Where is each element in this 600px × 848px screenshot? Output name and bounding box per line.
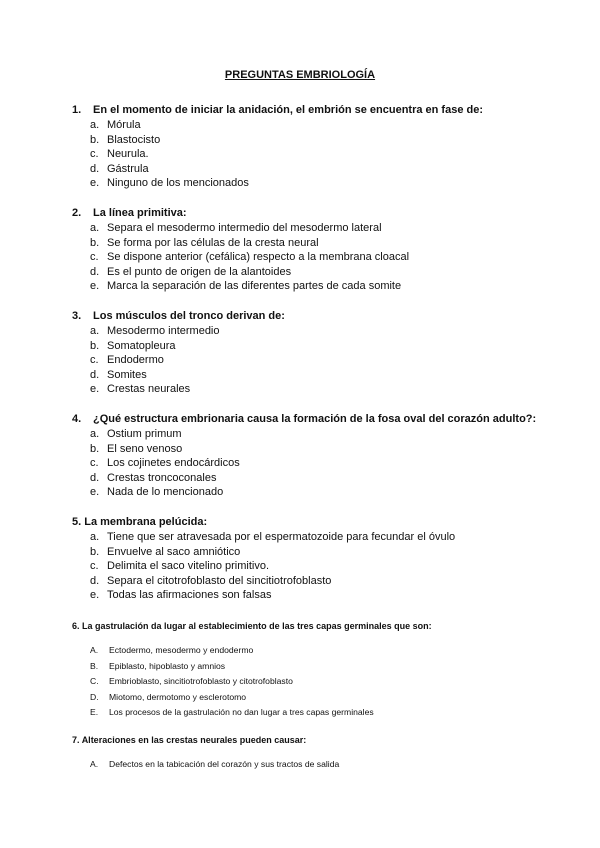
option-text: Es el punto de origen de la alantoides (107, 265, 292, 278)
option-list (72, 221, 572, 294)
option-item (72, 574, 572, 589)
question-6 (72, 619, 572, 721)
option-letter: d. (90, 574, 100, 587)
option-text: Embrioblasto, sincitiotrofoblasto y citotrofoblasto (109, 676, 293, 687)
option-item (72, 353, 572, 368)
option-text: Miotomo, dermotomo y esclerotomo (109, 691, 247, 702)
option-letter: B. (90, 660, 99, 671)
option-item (72, 757, 572, 773)
option-letter: b. (90, 236, 100, 249)
question-number: 1. (72, 104, 82, 116)
option-item (72, 427, 572, 442)
option-text: Neurula. (107, 148, 149, 161)
question-heading (72, 515, 572, 529)
question-text: En el momento de iniciar la anidación, el embrión se encuentra en fase de: (93, 104, 484, 116)
option-text: Marca la separación de las diferentes partes de cada somite (107, 280, 402, 293)
question-text: La línea primitiva: (93, 207, 187, 219)
question-heading (72, 309, 572, 323)
option-list (72, 427, 572, 500)
option-letter: b. (90, 545, 100, 558)
option-letter: e. (90, 486, 100, 499)
option-text: Gástrula (107, 162, 149, 175)
option-text: Somites (107, 368, 147, 381)
option-text: Delimita el saco vitelino primitivo. (107, 560, 269, 573)
option-text: Ectodermo, mesodermo y endodermo (109, 645, 254, 655)
question-text: Los músculos del tronco derivan de: (93, 310, 285, 322)
question-number: 3. (72, 310, 82, 322)
option-item (72, 118, 572, 133)
option-letter: c. (90, 251, 99, 264)
option-item (72, 265, 572, 280)
question-number: 5. (72, 516, 82, 528)
question-text: La gastrulación da lugar al establecimiento de las tres capas germinales que son: (82, 621, 432, 631)
option-item (72, 643, 572, 659)
option-text: Ninguno de los mencionados (107, 177, 249, 190)
option-item (72, 368, 572, 383)
option-text: Mórula (107, 119, 141, 131)
option-item (72, 147, 572, 162)
option-text: Nada de lo mencionado (107, 486, 224, 499)
option-text: Los procesos de la gastrulación no dan lugar a tres capas germinales (109, 707, 374, 718)
option-text: El seno venoso (107, 442, 183, 455)
option-letter: a. (90, 119, 100, 131)
option-item (72, 588, 572, 603)
option-letter: d. (90, 368, 100, 381)
page-title: PREGUNTAS EMBRIOLOGÍA (224, 69, 376, 81)
option-item (72, 705, 572, 721)
option-letter: e. (90, 280, 100, 293)
option-text: Todas las afirmaciones son falsas (107, 589, 272, 602)
option-item (72, 250, 572, 265)
option-text: Somatopleura (107, 339, 176, 352)
option-letter: d. (90, 471, 100, 484)
option-letter: e. (90, 589, 100, 602)
option-letter: b. (90, 442, 100, 455)
question-3 (72, 309, 572, 397)
question-2 (72, 206, 572, 294)
option-letter: c. (90, 457, 99, 470)
option-list (72, 643, 572, 721)
option-letter: c. (90, 354, 99, 367)
option-letter: a. (90, 325, 100, 337)
question-text: La membrana pelúcida: (84, 516, 208, 528)
option-item (72, 485, 572, 500)
option-item (72, 279, 572, 294)
option-item (72, 176, 572, 191)
option-letter: a. (90, 222, 100, 234)
option-letter: d. (90, 265, 100, 278)
option-text: Los cojinetes endocárdicos (107, 457, 240, 470)
option-item (72, 456, 572, 471)
option-text: Epiblasto, hipoblasto y amnios (109, 660, 226, 671)
option-text: Se forma por las células de la cresta neural (107, 236, 319, 249)
option-letter: a. (90, 428, 100, 440)
option-item (72, 162, 572, 177)
question-number: 2. (72, 207, 82, 219)
option-text: Envuelve al saco amniótico (107, 545, 241, 558)
option-letter: D. (90, 691, 99, 702)
option-item (72, 659, 572, 675)
question-5 (72, 515, 572, 603)
option-list (72, 530, 572, 603)
option-item (72, 382, 572, 397)
option-item (72, 545, 572, 560)
question-heading (72, 206, 572, 220)
option-item (72, 530, 572, 545)
question-number: 6. (72, 621, 80, 631)
option-letter: A. (90, 645, 99, 655)
option-text: Crestas neurales (107, 383, 191, 396)
option-letter: C. (90, 676, 99, 687)
question-number: 4. (72, 413, 82, 425)
option-item (72, 442, 572, 457)
option-letter: b. (90, 133, 100, 146)
option-text: Mesodermo intermedio (107, 325, 220, 337)
question-7 (72, 733, 572, 773)
option-letter: c. (90, 148, 99, 161)
option-item (72, 133, 572, 148)
question-heading (72, 619, 572, 633)
option-letter: b. (90, 339, 100, 352)
option-item (72, 339, 572, 354)
option-letter: d. (90, 162, 100, 175)
option-item (72, 236, 572, 251)
option-list (72, 118, 572, 191)
option-item (72, 324, 572, 339)
option-list (72, 757, 572, 773)
option-letter: e. (90, 177, 100, 190)
option-item (72, 221, 572, 236)
question-text: Alteraciones en las crestas neurales pueden causar: (81, 735, 307, 745)
option-letter: E. (90, 707, 99, 718)
option-item (72, 559, 572, 574)
question-text: ¿Qué estructura embrionaria causa la formación de la fosa oval del corazón adulto?: (93, 413, 537, 425)
option-text: Crestas troncoconales (107, 471, 217, 484)
option-text: Ostium primum (107, 428, 182, 440)
option-letter: a. (90, 531, 100, 543)
question-number: 7. (72, 735, 80, 745)
question-1 (72, 103, 572, 191)
option-text: Tiene que ser atravesada por el espermatozoide para fecundar el óvulo (107, 531, 456, 543)
question-heading (72, 412, 572, 426)
option-text: Separa el mesodermo intermedio del mesodermo lateral (107, 222, 382, 234)
question-heading (72, 103, 572, 117)
option-text: Defectos en la tabicación del corazón y sus tractos de salida (109, 759, 340, 769)
option-text: Se dispone anterior (cefálica) respecto a la membrana cloacal (107, 251, 410, 264)
option-item (72, 471, 572, 486)
option-item (72, 674, 572, 690)
option-text: Blastocisto (107, 133, 161, 146)
option-text: Endodermo (107, 354, 164, 367)
option-letter: A. (90, 759, 99, 769)
option-letter: c. (90, 560, 99, 573)
option-item (72, 690, 572, 706)
option-text: Separa el citotrofoblasto del sincitiotrofoblasto (107, 574, 332, 587)
question-heading (72, 733, 572, 747)
option-list (72, 324, 572, 397)
option-letter: e. (90, 383, 100, 396)
question-4 (72, 412, 572, 500)
